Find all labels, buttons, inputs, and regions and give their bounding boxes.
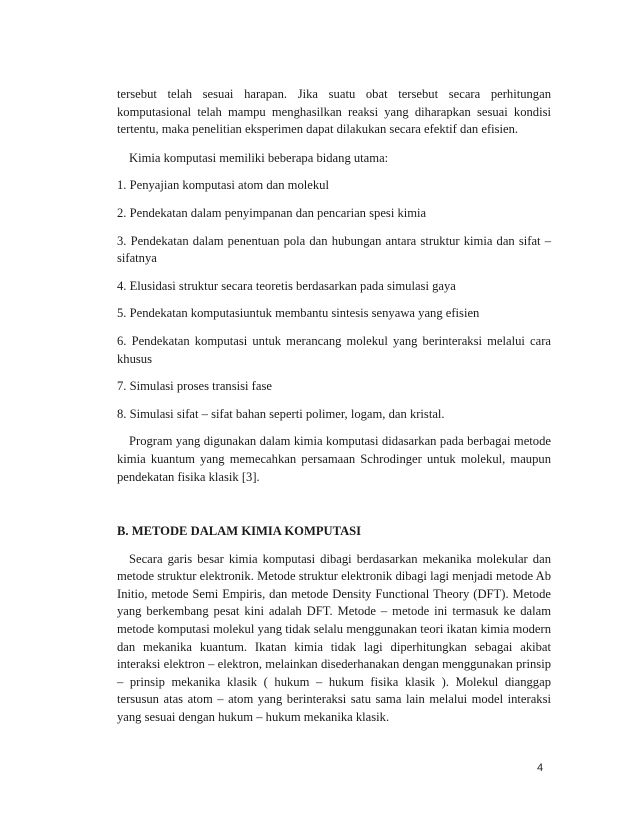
section-heading: B. METODE DALAM KIMIA KOMPUTASI <box>117 524 362 539</box>
paragraph-continued: tersebut telah sesuai harapan. Jika suatu obat tersebut secara perhitungan komputasional telah mampu menghasilkan reaksi yang diharapkan sesuai kondisi tertentu, maka penelitian eksperimen dapat dilakukan secara efektif dan efisien. <box>117 87 551 137</box>
document-page <box>117 86 551 727</box>
list-item-1: 1. Penyajian komputasi atom dan molekul <box>117 178 329 193</box>
paragraph-intro-list: Kimia komputasi memiliki beberapa bidang utama: <box>129 150 389 165</box>
list-item-7: 7. Simulasi proses transisi fase <box>117 379 272 394</box>
list-item-8: 8. Simulasi sifat – sifat bahan seperti polimer, logam, dan kristal. <box>117 406 445 421</box>
paragraph-section: Secara garis besar kimia komputasi dibagi berdasarkan mekanika molekular dan metode struktur elektronik. Metode struktur elektronik dibagi lagi menjadi metode Ab Initio, metode Semi Empiris, dan metode Density Functional Theory (DFT). Metode yang berkembang pesat kini adalah DFT. Metode – metode ini termasuk ke dalam metode komputasi molekul yang tidak selalu menggunakan teori ikatan kimia modern dan mekanika kuantum. Ikatan kimia tidak lagi diperhitungkan sebagai akibat interaksi elektron – elektron, melainkan disederhanakan dengan menggunakan prinsip – prinsip mekanika klasik ( hukum – hukum fisika klasik ). Molekul dianggap tersusun atas atom – atom yang berinteraksi satu sama lain melalui model interaksi yang sesuai dengan hukum – hukum mekanika klasik. <box>117 551 551 725</box>
list-item-6: 6. Pendekatan komputasi untuk merancang molekul yang berinteraksi melalui cara khusus <box>117 333 551 366</box>
list-item-5: 5. Pendekatan komputasiuntuk membantu sintesis senyawa yang efisien <box>117 306 480 321</box>
list-item-2: 2. Pendekatan dalam penyimpanan dan pencarian spesi kimia <box>117 205 427 220</box>
page-number: 4 <box>537 762 544 774</box>
list-item-4: 4. Elusidasi struktur secara teoretis berdasarkan pada simulasi gaya <box>117 278 456 293</box>
paragraph-program: Program yang digunakan dalam kimia komputasi didasarkan pada berbagai metode kimia kuantum yang memecahkan persamaan Schrodinger untuk molekul, maupun pendekatan fisika klasik [3]. <box>117 434 551 484</box>
list-item-3: 3. Pendekatan dalam penentuan pola dan hubungan antara struktur kimia dan sifat – sifatnya <box>117 233 551 266</box>
